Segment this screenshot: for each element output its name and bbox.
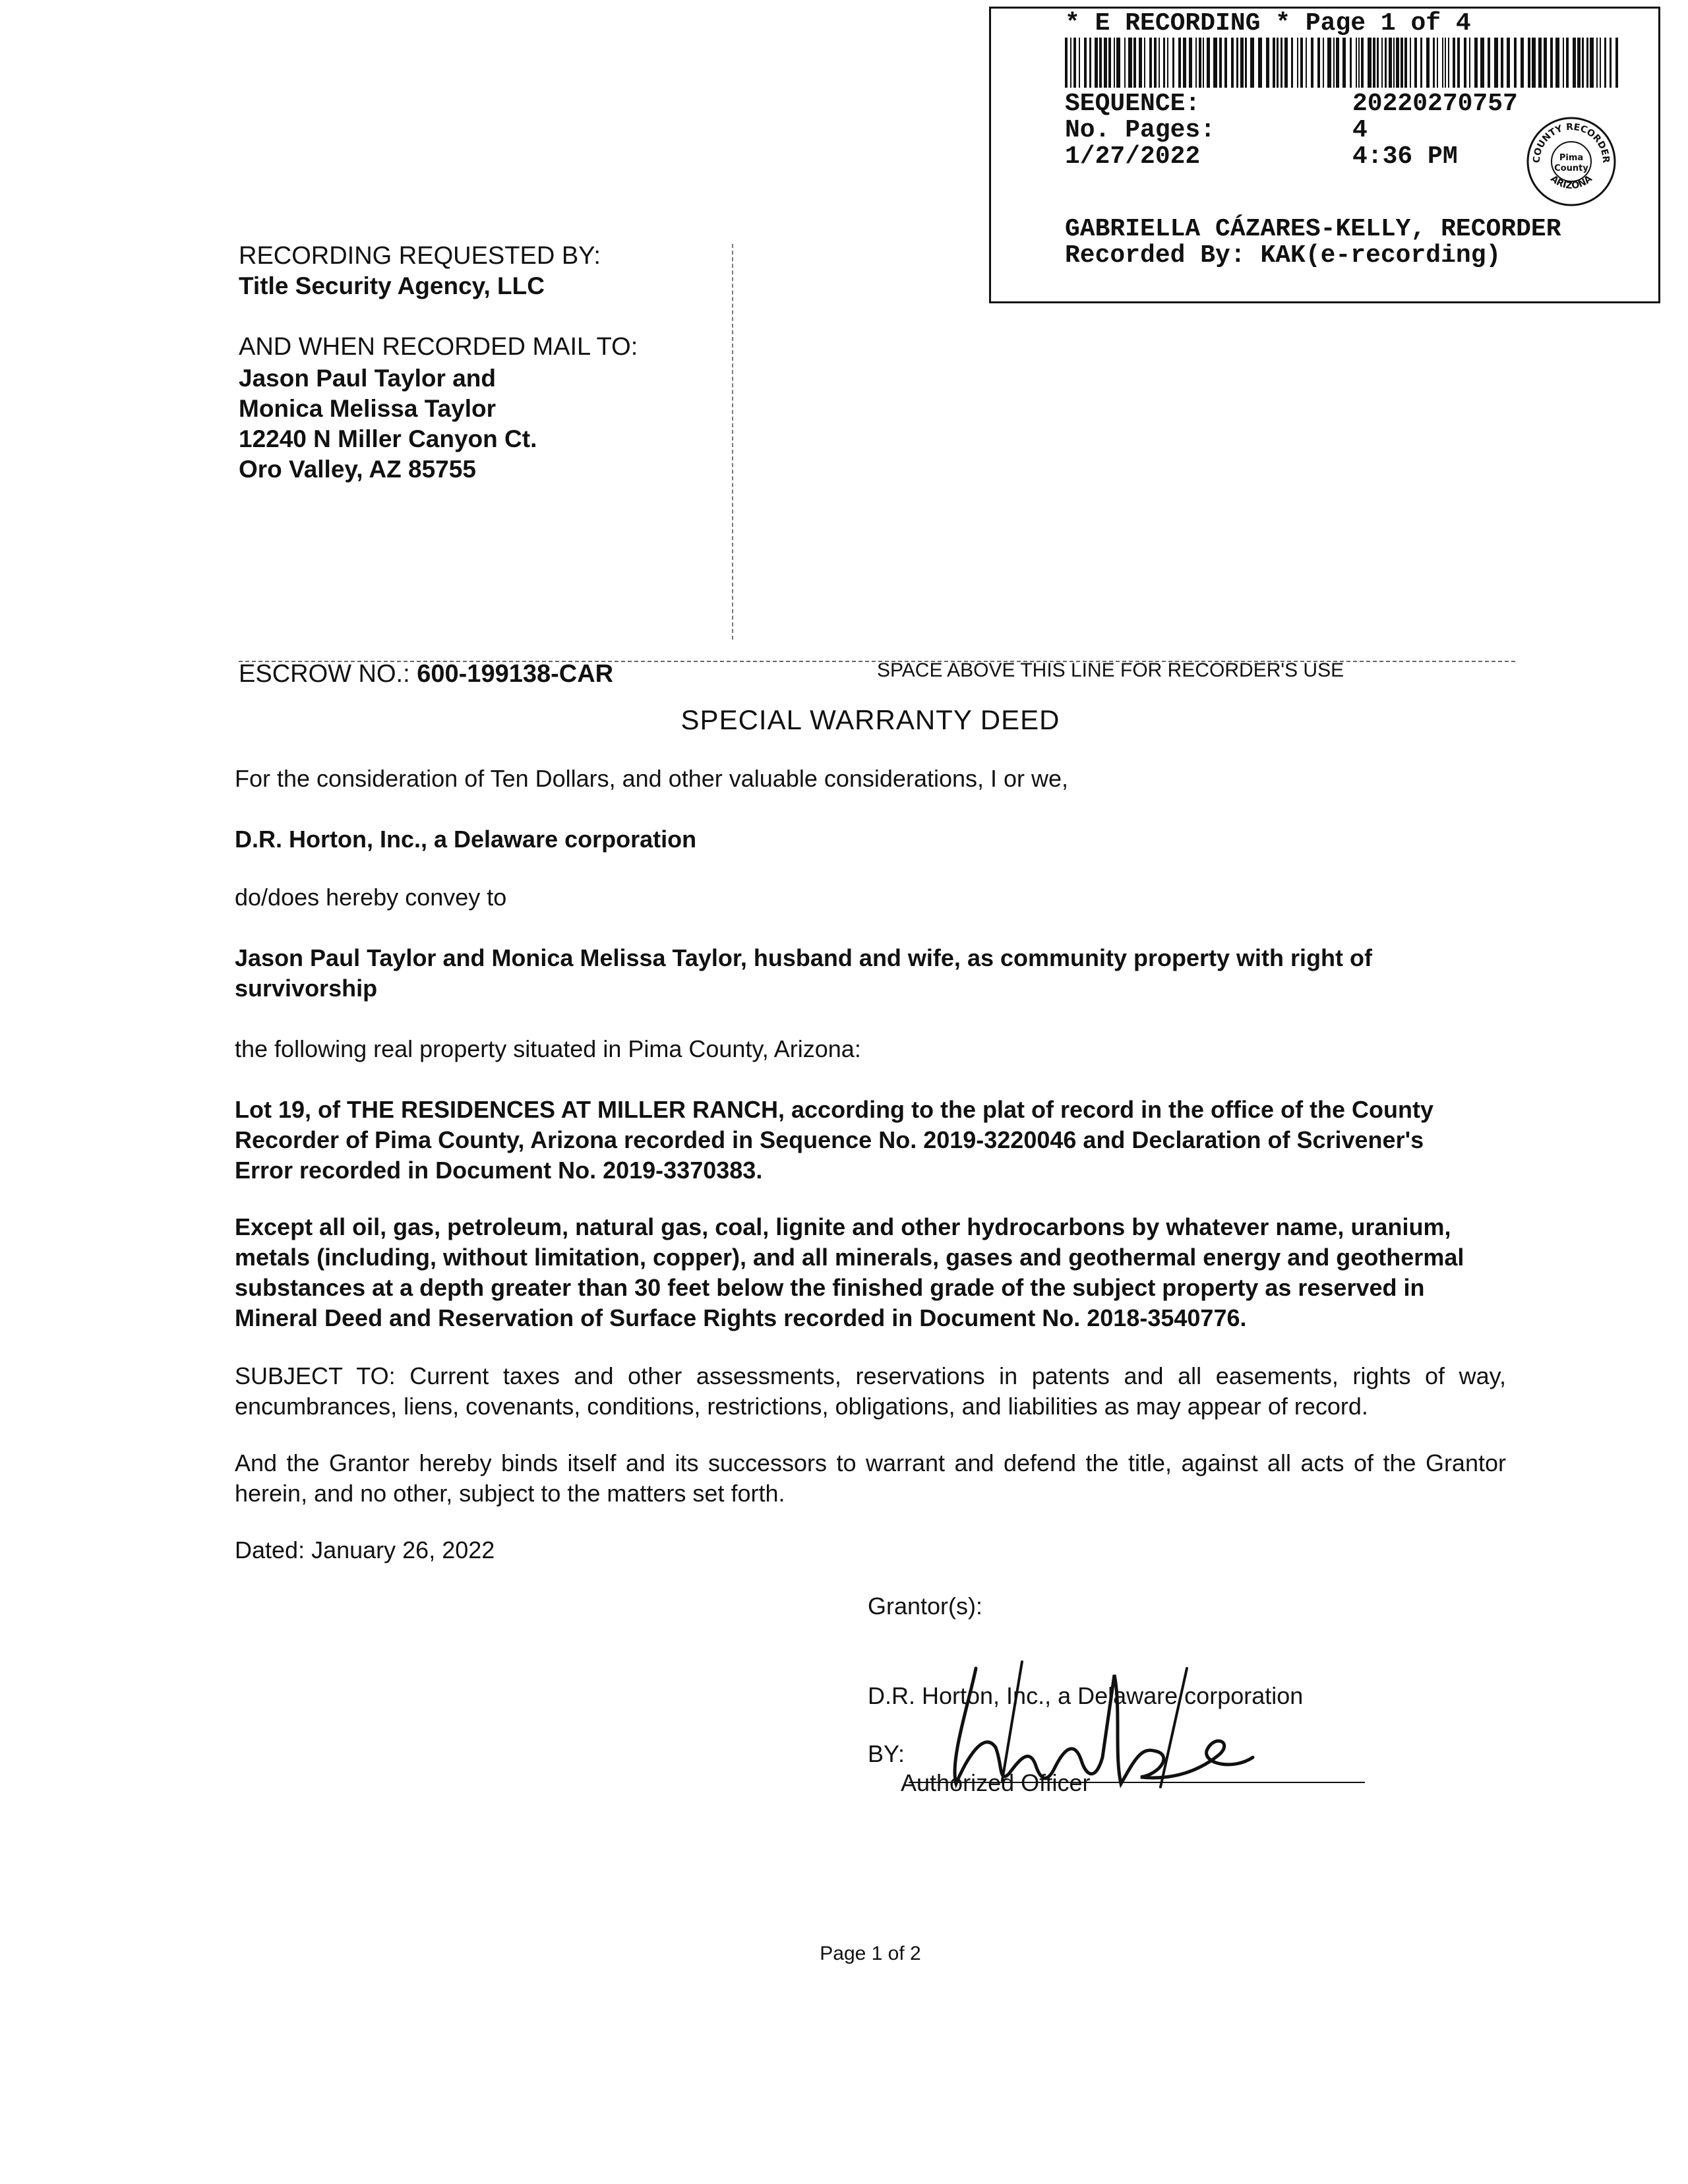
escrow-label: ESCROW NO.: xyxy=(239,660,410,688)
consideration-text: For the consideration of Ten Dollars, and other valuable considerations, I or we, xyxy=(235,765,1069,792)
situated-text: the following real property situated in Pima County, Arizona: xyxy=(235,1035,861,1062)
recording-requested-name: Title Security Agency, LLC xyxy=(239,272,545,299)
stamp-date: 1/27/2022 xyxy=(1065,142,1201,171)
convey-text: do/does hereby convey to xyxy=(235,884,507,911)
dated-text: Dated: January 26, 2022 xyxy=(235,1536,495,1563)
recorder-stamp xyxy=(989,7,1660,303)
escrow-number: 600-199138-CAR xyxy=(417,660,614,688)
mineral-exception: Except all oil, gas, petroleum, natural gas, coal, lignite and other hydrocarbons by whatever name, uranium, metals (including, without limitation, copper), and all minerals, gases and geothermal energy and geothermal substances at a depth greater than 30 feet below the finished grade of the subject property as reserved in Mineral Deed and Reservation of Surface Rights recorded in Document No. 2018-3540776. xyxy=(235,1213,1464,1331)
svg-text:ARIZONA xyxy=(1548,173,1594,191)
grantee-text: Jason Paul Taylor and Monica Melissa Taylor, husband and wife, as community property with right of survivorship xyxy=(235,944,1372,1002)
seal-top-text: COUNTY RECORDER xyxy=(1531,121,1612,164)
mail-to-label: AND WHEN RECORDED MAIL TO: xyxy=(239,333,638,361)
seal-center-1: Pima xyxy=(1559,153,1584,163)
stamp-header: * E RECORDING * Page 1 of 4 xyxy=(1065,9,1471,38)
stamp-pages-label: No. Pages: xyxy=(1065,116,1216,144)
barcode-icon xyxy=(1065,38,1620,88)
mail-to-line-4: Oro Valley, AZ 85755 xyxy=(239,456,476,483)
stamp-recorded-by: Recorded By: KAK(e-recording) xyxy=(1065,241,1501,270)
document-title: SPECIAL WARRANTY DEED xyxy=(680,704,1060,735)
grantors-label: Grantor(s): xyxy=(868,1592,983,1620)
seal-center-2: County xyxy=(1554,164,1588,173)
page-number: Page 1 of 2 xyxy=(820,1943,921,1964)
county-seal-icon xyxy=(1525,115,1617,208)
recorder-use-label: SPACE ABOVE THIS LINE FOR RECORDER'S USE xyxy=(877,659,1344,681)
by-label: BY: xyxy=(868,1740,905,1767)
signer-title: Authorized Officer xyxy=(901,1769,1091,1796)
seal-bottom-text: ARIZONA xyxy=(1548,173,1594,192)
stamp-sequence-value: 20220270757 xyxy=(1352,90,1518,118)
escrow-line xyxy=(239,659,613,690)
warranty-text: And the Grantor hereby binds itself and its successors to warrant and defend the title, against all acts of the Grantor herein, and no other, subject to the matters set forth. xyxy=(235,1449,1506,1507)
grantor-entity: D.R. Horton, Inc., a Delaware corporation xyxy=(868,1682,1304,1709)
stamp-time: 4:36 PM xyxy=(1352,142,1458,171)
recording-requested-label: RECORDING REQUESTED BY: xyxy=(239,242,601,270)
mail-to-line-2: Monica Melissa Taylor xyxy=(239,395,496,422)
stamp-pages-value: 4 xyxy=(1352,116,1368,144)
grantor-name: D.R. Horton, Inc., a Delaware corporation xyxy=(235,826,697,853)
stamp-recorder: GABRIELLA CÁZARES-KELLY, RECORDER xyxy=(1065,215,1561,243)
mail-to-line-1: Jason Paul Taylor and xyxy=(239,365,496,392)
subject-to-text: SUBJECT TO: Current taxes and other assessments, reservations in patents and all easements, rights of way, encumbrances, liens, covenants, conditions, restrictions, obligations, and liabilities as may appear of record. xyxy=(235,1362,1506,1420)
stamp-sequence-label: SEQUENCE: xyxy=(1065,90,1201,118)
mail-to-line-3: 12240 N Miller Canyon Ct. xyxy=(239,425,537,452)
legal-description: Lot 19, of THE RESIDENCES AT MILLER RANCH, according to the plat of record in the office of the County Recorder of Pima County, Arizona recorded in Sequence No. 2019-3220046 and Declaration of Scrivener's Error recorded in Document No. 2019-3370383. xyxy=(235,1096,1434,1184)
recorder-area-divider xyxy=(732,244,733,640)
